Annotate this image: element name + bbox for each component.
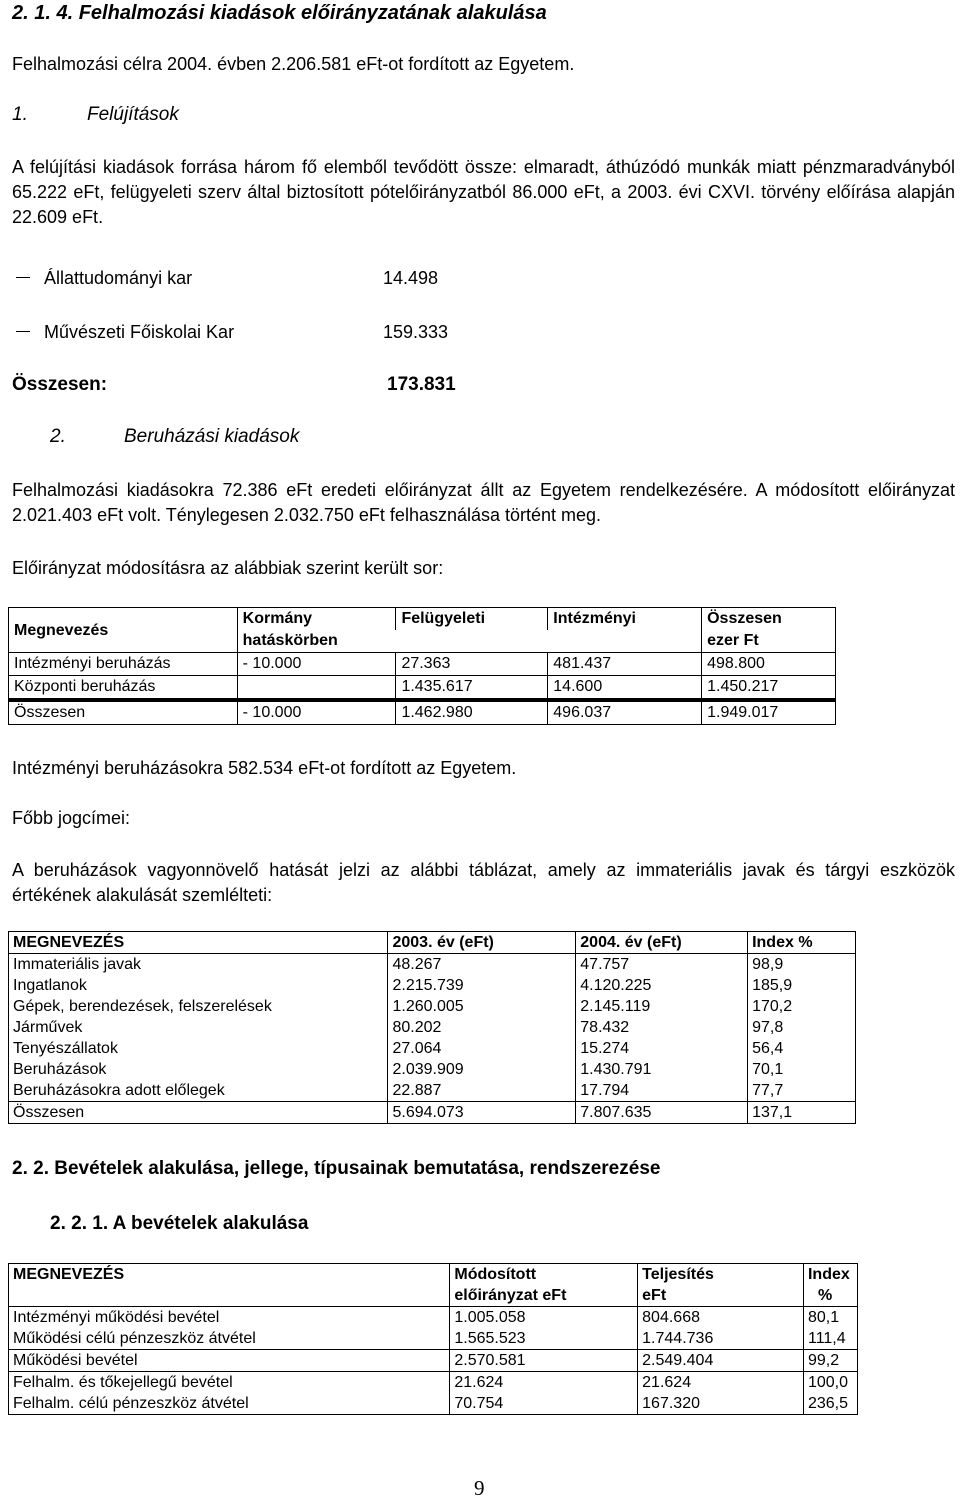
table-cell: 99,2 bbox=[803, 1350, 857, 1372]
total-label: Összesen: bbox=[12, 374, 108, 395]
table-row bbox=[9, 676, 836, 701]
table-cell: Gépek, berendezések, felszerelések bbox=[9, 996, 388, 1017]
table-cell: 14.600 bbox=[548, 676, 702, 701]
subsection-number: 1. bbox=[12, 104, 28, 125]
table-cell: - 10.000 bbox=[237, 700, 396, 725]
table-cell: 56,4 bbox=[748, 1038, 856, 1059]
revenue-table bbox=[8, 1263, 858, 1415]
table-cell: 1.435.617 bbox=[396, 676, 548, 701]
subsection-title: Beruházási kiadások bbox=[124, 426, 300, 447]
table-cell: 481.437 bbox=[548, 653, 702, 676]
table-row bbox=[9, 996, 856, 1017]
table-cell: Központi beruházás bbox=[9, 676, 238, 701]
table-total-row bbox=[9, 700, 836, 725]
table-cell: Tenyészállatok bbox=[9, 1038, 388, 1059]
table-cell: Immateriális javak bbox=[9, 954, 388, 976]
table-header-cell: Kormány bbox=[237, 608, 396, 631]
list-item-label: Művészeti Főiskolai Kar bbox=[44, 322, 235, 342]
renovation-paragraph: A felújítási kiadások forrása három fő elemből tevődött össze: elmaradt, áthúzódó munkák miatt pénzmaradványból 65.222 eFt, felügyeleti szerv által biztosított pótelőirányzatból 86.000 eFt, a 2003. évi CXVI. törvény előírása alapján 22.609 eFt. bbox=[12, 157, 955, 227]
table-header-cell: Teljesítés eFt bbox=[638, 1264, 804, 1307]
table-header-row bbox=[9, 1264, 858, 1307]
table-cell: Járművek bbox=[9, 1017, 388, 1038]
table-row bbox=[9, 975, 856, 996]
table-cell: 1.744.736 bbox=[638, 1328, 804, 1350]
section-heading: 2. 1. 4. Felhalmozási kiadások előirányzatának alakulása bbox=[12, 2, 547, 24]
legal-titles-label: Főbb jogcímei: bbox=[12, 808, 131, 828]
table-row bbox=[9, 1307, 858, 1329]
table-cell: 804.668 bbox=[638, 1307, 804, 1329]
list-item bbox=[16, 320, 234, 344]
asset-table bbox=[8, 931, 856, 1124]
table-header-cell: 2004. év (eFt) bbox=[576, 932, 748, 954]
table-row bbox=[9, 954, 856, 976]
table-header-cell: Index % bbox=[748, 932, 856, 954]
subsection-heading: 2. 2. 1. A bevételek alakulása bbox=[50, 1213, 309, 1234]
table-row bbox=[9, 1080, 856, 1102]
modification-intro: Előirányzat módosításra az alábbiak szerint került sor: bbox=[12, 558, 444, 578]
table-cell: 2.145.119 bbox=[576, 996, 748, 1017]
table-cell: Működési bevétel bbox=[9, 1350, 450, 1372]
modification-table bbox=[8, 607, 836, 725]
table-cell: Összesen bbox=[9, 700, 238, 725]
list-item-value: 159.333 bbox=[383, 322, 449, 342]
table-header-cell: Felügyeleti bbox=[396, 608, 548, 631]
table-cell: 21.624 bbox=[638, 1372, 804, 1394]
table-cell: 15.274 bbox=[576, 1038, 748, 1059]
table-header-cell: ezer Ft bbox=[702, 630, 836, 653]
table-row bbox=[9, 653, 836, 676]
table-cell: Beruházásokra adott előlegek bbox=[9, 1080, 388, 1102]
table-cell: Ingatlanok bbox=[9, 975, 388, 996]
table-cell: Felhalm. és tőkejellegű bevétel bbox=[9, 1372, 450, 1394]
table-cell: 4.120.225 bbox=[576, 975, 748, 996]
table-cell: 167.320 bbox=[638, 1393, 804, 1415]
table-cell: 185,9 bbox=[748, 975, 856, 996]
table-cell: Működési célú pénzeszköz átvétel bbox=[9, 1328, 450, 1350]
table-cell: 1.949.017 bbox=[702, 700, 836, 725]
table-cell: 137,1 bbox=[748, 1102, 856, 1124]
table-cell: 78.432 bbox=[576, 1017, 748, 1038]
table-header-row bbox=[9, 932, 856, 954]
table-total-row bbox=[9, 1102, 856, 1124]
table-header-cell: MEGNEVEZÉS bbox=[9, 932, 388, 954]
dash-bullet-icon bbox=[16, 277, 30, 278]
list-item-label: Állattudományi kar bbox=[44, 268, 193, 288]
table-cell: 47.757 bbox=[576, 954, 748, 976]
table-cell: 2.039.909 bbox=[388, 1059, 576, 1080]
table-cell: 80.202 bbox=[388, 1017, 576, 1038]
table-cell: 48.267 bbox=[388, 954, 576, 976]
table-row bbox=[9, 1350, 858, 1372]
table-cell: 5.694.073 bbox=[388, 1102, 576, 1124]
table-cell: 21.624 bbox=[450, 1372, 638, 1394]
table-cell: 236,5 bbox=[803, 1393, 857, 1415]
table-cell: 70,1 bbox=[748, 1059, 856, 1080]
table-cell: 27.363 bbox=[396, 653, 548, 676]
table-cell: 77,7 bbox=[748, 1080, 856, 1102]
table-cell: 2.570.581 bbox=[450, 1350, 638, 1372]
table-cell: 1.450.217 bbox=[702, 676, 836, 701]
table-cell: 17.794 bbox=[576, 1080, 748, 1102]
table-cell: 2.549.404 bbox=[638, 1350, 804, 1372]
table-cell: 498.800 bbox=[702, 653, 836, 676]
table-cell: Intézményi beruházás bbox=[9, 653, 238, 676]
table-header-cell: Index % bbox=[803, 1264, 857, 1307]
table-cell: 98,9 bbox=[748, 954, 856, 976]
investment-paragraph: Felhalmozási kiadásokra 72.386 eFt eredeti előirányzat állt az Egyetem rendelkezésére. A módosított előirányzat 2.021.403 eFt volt. Ténylegesen 2.032.750 eFt felhasználása történt meg. bbox=[12, 480, 955, 525]
table-row bbox=[9, 1372, 858, 1394]
table-cell: Összesen bbox=[9, 1102, 388, 1124]
subsection-number: 2. bbox=[50, 426, 66, 447]
dash-bullet-icon bbox=[16, 331, 30, 332]
table-cell: 170,2 bbox=[748, 996, 856, 1017]
table-header-cell: Megnevezés bbox=[9, 608, 238, 653]
table-header-cell: Összesen bbox=[702, 608, 836, 631]
table-cell: 1.005.058 bbox=[450, 1307, 638, 1329]
table-cell: 496.037 bbox=[548, 700, 702, 725]
table-cell: 97,8 bbox=[748, 1017, 856, 1038]
table-cell: 1.430.791 bbox=[576, 1059, 748, 1080]
total-value: 173.831 bbox=[387, 374, 456, 395]
section-heading: 2. 2. Bevételek alakulása, jellege, típusainak bemutatása, rendszerezése bbox=[12, 1158, 661, 1179]
table-header-cell: hatáskörben bbox=[237, 630, 701, 653]
table-cell bbox=[237, 676, 396, 701]
asset-paragraph: A beruházások vagyonnövelő hatását jelzi az alábbi táblázat, amely az immateriális javak és tárgyi eszközök értékének alakulását szemlélteti: bbox=[12, 860, 955, 905]
table-cell: Beruházások bbox=[9, 1059, 388, 1080]
table-cell: 1.462.980 bbox=[396, 700, 548, 725]
subsection-title: Felújítások bbox=[87, 104, 179, 125]
page-number: 9 bbox=[474, 1476, 485, 1500]
table-cell: 27.064 bbox=[388, 1038, 576, 1059]
table-cell: 1.565.523 bbox=[450, 1328, 638, 1350]
table-cell: 1.260.005 bbox=[388, 996, 576, 1017]
table-header-cell: Intézményi bbox=[548, 608, 702, 631]
table-header-cell: Módosított előirányzat eFt bbox=[450, 1264, 638, 1307]
table-row bbox=[9, 1059, 856, 1080]
intro-text: Felhalmozási célra 2004. évben 2.206.581 eFt-ot fordított az Egyetem. bbox=[12, 54, 575, 74]
table-row bbox=[9, 1038, 856, 1059]
table-cell: 70.754 bbox=[450, 1393, 638, 1415]
table-header-cell: MEGNEVEZÉS bbox=[9, 1264, 450, 1307]
table-row bbox=[9, 1393, 858, 1415]
table-cell: 100,0 bbox=[803, 1372, 857, 1394]
table-header-cell: 2003. év (eFt) bbox=[388, 932, 576, 954]
table-cell: 2.215.739 bbox=[388, 975, 576, 996]
table-cell: Felhalm. célú pénzeszköz átvétel bbox=[9, 1393, 450, 1415]
table-cell: - 10.000 bbox=[237, 653, 396, 676]
list-item bbox=[16, 266, 192, 290]
table-cell: 22.887 bbox=[388, 1080, 576, 1102]
table-row bbox=[9, 1328, 858, 1350]
table-cell: 80,1 bbox=[803, 1307, 857, 1329]
table-row bbox=[9, 1017, 856, 1038]
table-cell: 111,4 bbox=[803, 1328, 857, 1350]
table-cell: 7.807.635 bbox=[576, 1102, 748, 1124]
table-cell: Intézményi működési bevétel bbox=[9, 1307, 450, 1329]
institutional-investment-text: Intézményi beruházásokra 582.534 eFt-ot fordított az Egyetem. bbox=[12, 758, 517, 778]
list-item-value: 14.498 bbox=[383, 268, 439, 288]
